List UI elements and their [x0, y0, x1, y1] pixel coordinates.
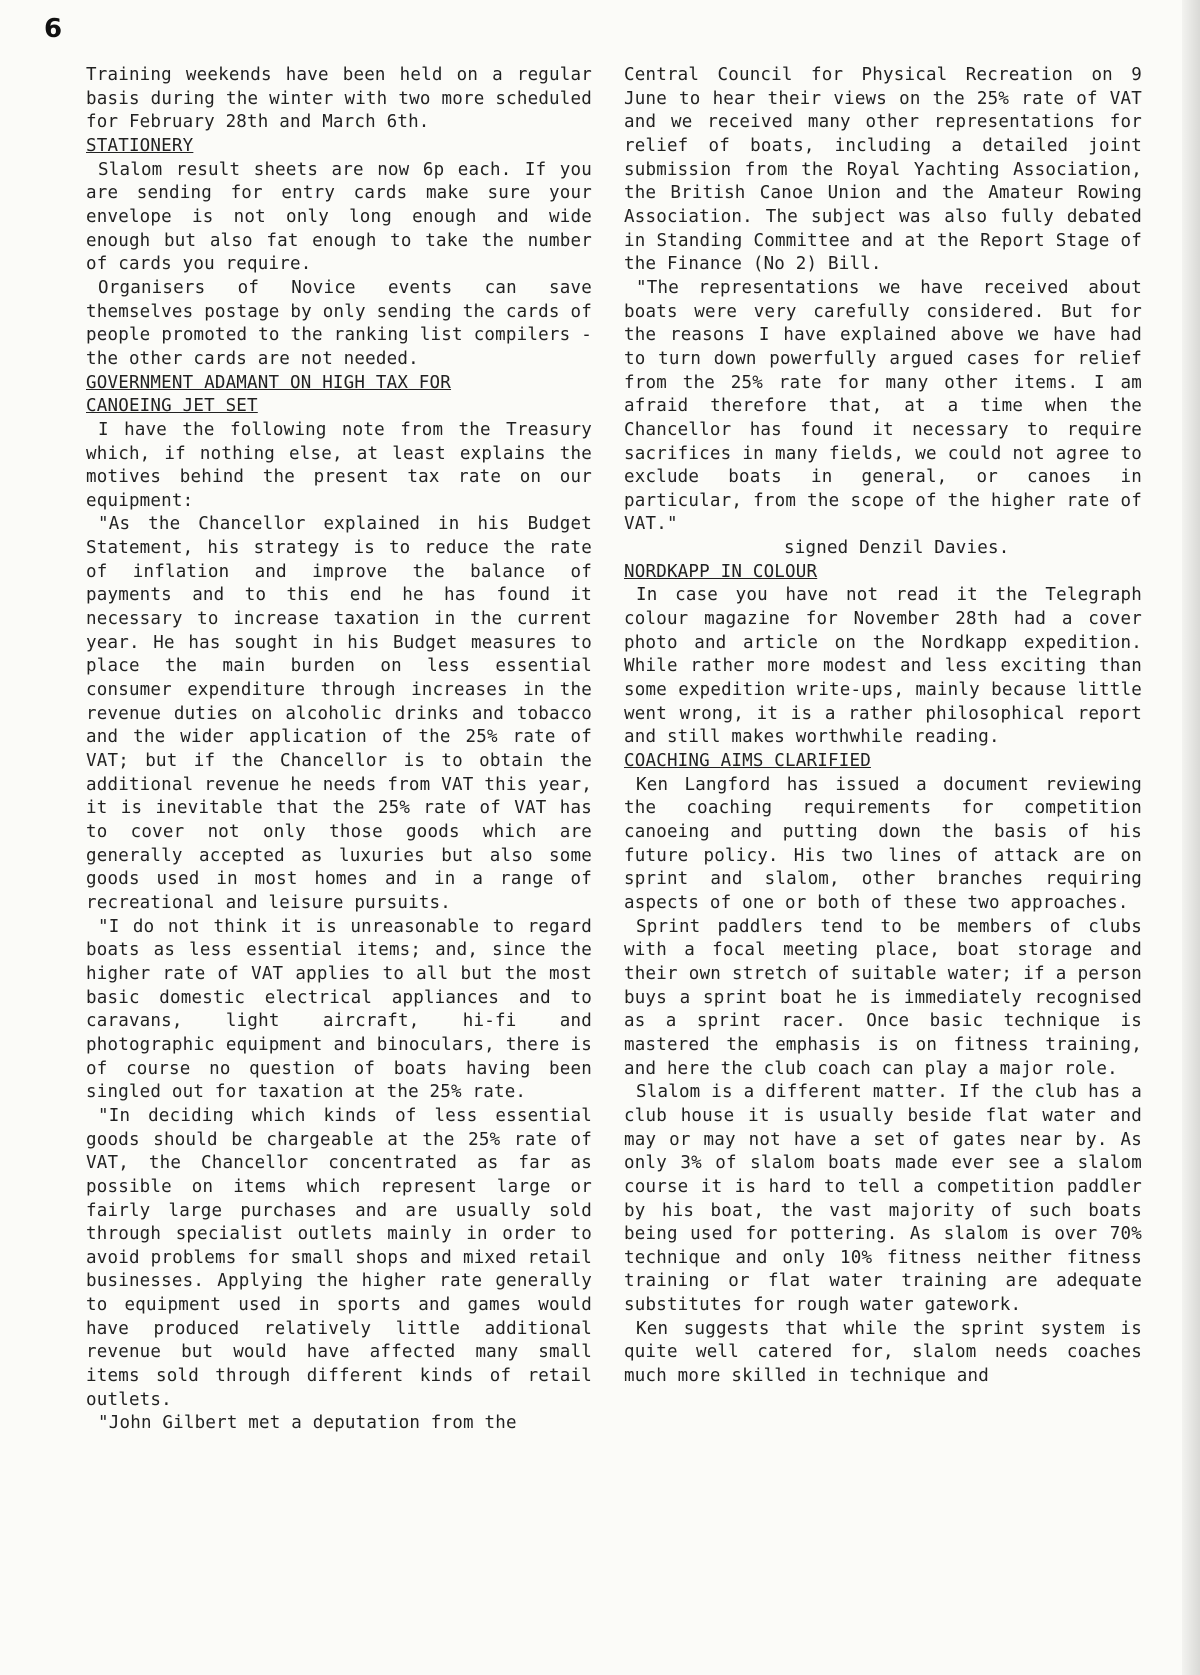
paragraph-sprint: Sprint paddlers tend to be members of clubs with a focal meeting place, boat storage and their own stretch of suitable water; if a person buys a sprint boat he is immediately recognised as a sprint racer. Once basic technique is mastered the emphasis is on fitness training, and here the club coach can play a major role.: [624, 916, 1142, 1079]
page-number: 6: [44, 14, 63, 44]
paragraph-ccpr: Central Council for Physical Recreation on 9 June to hear their views on the 25% rate of VAT and we received many other representations for relief of boats, including a detailed joint submission from the Royal Yachting Association, the British Canoe Union and the Amateur Rowing Association. The subject was also fully debated in Standing Committee and at the Report Stage of the Finance (No 2) Bill.: [624, 65, 1142, 275]
heading-government-line-1: GOVERNMENT ADAMANT ON HIGH TAX FOR: [86, 372, 452, 393]
heading-coaching: COACHING AIMS CLARIFIED: [624, 751, 871, 772]
paragraph-chancellor: "As the Chancellor explained in his Budget Statement, his strategy is to reduce the rate of inflation and improve the balance of payments and to this end he has found it necessary to increase taxation in the current year. He has sought in his Budget measures to place the main burden on less essential consumer expenditure through increases in the revenue duties on alcoholic drinks and tobacco and the wider application of the 25% rate of VAT; but if the Chancellor is to obtain the additional revenue he needs from VAT this year, it is inevitable that the 25% rate of VAT has to cover not only those goods which are generally accepted as luxuries but also some goods used in most homes and in a range of recreational and leisure pursuits.: [86, 514, 592, 913]
paragraph-slalom-sheets: Slalom result sheets are now 6p each. If you are sending for entry cards make sure your envelope is not only long enough and wide enough but also fat enough to take the number of cards you require.: [86, 159, 592, 275]
right-column: [624, 64, 1142, 1389]
paragraph-john-gilbert: "John Gilbert met a deputation from the: [98, 1413, 517, 1434]
paragraph-nordkapp: In case you have not read it the Telegraph colour magazine for November 28th had a cover photo and article on the Nordkapp expedition. While rather more modest and less exciting than some expedition write-ups, mainly because little went wrong, it is a rather philosophical report and still makes worthwhile reading.: [624, 585, 1142, 748]
left-column: [86, 64, 592, 1436]
paragraph-ken-langford: Ken Langford has issued a document reviewing the coaching requirements for competition canoeing and putting down the basis of his future policy. His two lines of attack are on sprint and slalom, other branches requiring aspects of one or both of these two approaches.: [624, 774, 1142, 913]
paragraph-treasury: I have the following note from the Treasury which, if nothing else, at least explains the motives behind the present tax rate on our equipment:: [86, 419, 592, 511]
paragraph-representations: "The representations we have received about boats were very carefully considered. But for the reasons I have explained above we have had to turn down powerfully argued cases for relief from the 25% rate for many other items. I am afraid therefore that, at a time when the Chancellor has found it necessary to require sacrifices in many fields, we could not agree to exclude boats in general, or canoes in particular, from the scope of the higher rate of VAT.": [624, 277, 1142, 535]
paragraph-unreasonable: "I do not think it is unreasonable to regard boats as less essential items; and, since the higher rate of VAT applies to all but the most basic domestic electrical appliances and to caravans, light aircraft, hi-fi and photographic equipment and binoculars, there is of course no question of boats having been singled out for taxation at the 25% rate.: [86, 916, 592, 1103]
paragraph-ken-suggests: Ken suggests that while the sprint system is quite well catered for, slalom needs coaches much more skilled in technique and: [624, 1318, 1142, 1387]
paragraph-slalom: Slalom is a different matter. If the club has a club house it is usually beside flat water and may or may not have a set of gates near by. As only 3% of slalom boats made ever see a slalom course it is hard to tell a competition paddler by his boat, the vast majority of such boats being used for pottering. As slalom is over 70% technique and only 10% fitness neither fitness training or flat water training are adequate substitutes for rough water gatework.: [624, 1082, 1142, 1316]
heading-government-line-2: CANOEING JET SET: [86, 396, 258, 417]
heading-stationery: STATIONERY: [86, 135, 194, 156]
paragraph-training: Training weekends have been held on a regular basis during the winter with two more scheduled for February 28th and March 6th.: [86, 65, 592, 133]
page-edge-shadow: [1182, 0, 1200, 1675]
signature: signed Denzil Davies.: [784, 538, 1010, 559]
paragraph-deciding: "In deciding which kinds of less essential goods should be chargeable at the 25% rate of VAT, the Chancellor concentrated as far as possible on items which represent large or fairly large purchases and are usually sold through specialist outlets mainly in order to avoid problems for small shops and mixed retail businesses. Applying the higher rate generally to equipment used in sports and games would have produced relatively little additional revenue but would have affected many small items sold through different kinds of retail outlets.: [86, 1105, 592, 1410]
paragraph-organisers: Organisers of Novice events can save themselves postage by only sending the cards of people promoted to the ranking list compilers - the other cards are not needed.: [86, 277, 592, 369]
heading-nordkapp: NORDKAPP IN COLOUR: [624, 561, 818, 582]
